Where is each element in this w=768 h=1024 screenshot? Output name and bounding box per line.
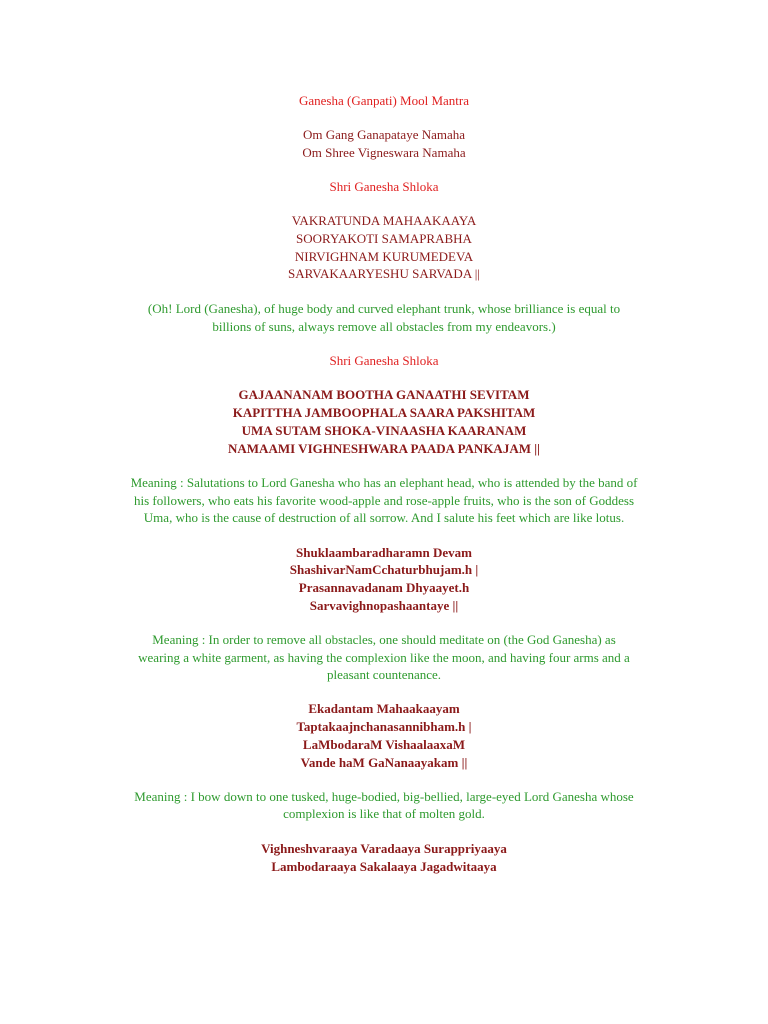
meaning-line: Meaning : I bow down to one tusked, huge-bodied, big-bellied, large-eyed Lord Ganesha whose [134, 789, 634, 804]
shloka-line: KAPITTHA JAMBOOPHALA SAARA PAKSHITAM [232, 405, 536, 420]
shloka-line: Prasannavadanam Dhyaayet.h [298, 580, 470, 595]
meaning-line: Uma, who is the cause of destruction of all sorrow. And I salute his feet which are like lotus. [143, 510, 625, 525]
mool-mantra-title: Ganesha (Ganpati) Mool Mantra [298, 93, 470, 108]
shloka-line: NIRVIGHNAM KURUMEDEVA [294, 249, 474, 264]
shloka-title: Shri Ganesha Shloka [329, 353, 439, 368]
mool-mantra-line: Om Gang Ganapataye Namaha [302, 127, 466, 142]
shloka-line: SARVAKAARYESHU SARVADA || [288, 266, 480, 281]
mool-mantra-line: Om Shree Vigneswara Namaha [302, 145, 466, 160]
shloka-line: SOORYAKOTI SAMAPRABHA [296, 231, 472, 246]
shloka-line: Taptakaajnchanasannibham.h | [296, 719, 472, 734]
shloka-title: Shri Ganesha Shloka [329, 179, 439, 194]
meaning-line: pleasant countenance. [326, 667, 442, 682]
shloka-line: Ekadantam Mahaakaayam [308, 701, 460, 716]
shloka-line: NAMAAMI VIGHNESHWARA PAADA PANKAJAM || [228, 441, 540, 456]
shloka-line: Vande haM GaNanaayakam || [300, 755, 468, 770]
meaning-line: (Oh! Lord (Ganesha), of huge body and curved elephant trunk, whose brilliance is equal to [147, 301, 621, 316]
shloka-line: Lambodaraaya Sakalaaya Jagadwitaaya [271, 859, 497, 874]
shloka-line: LaMbodaraM VishaalaaxaM [302, 737, 466, 752]
meaning-line: his followers, who eats his favorite wood-apple and rose-apple fruits, who is the son of Goddess [133, 493, 635, 508]
meaning-line: complexion is like that of molten gold. [283, 806, 485, 821]
shloka-line: Sarvavighnopashaantaye || [309, 598, 459, 613]
meaning-line: wearing a white garment, as having the complexion like the moon, and having four arms and a [138, 650, 630, 665]
meaning-line: Meaning : In order to remove all obstacles, one should meditate on (the God Ganesha) as [152, 632, 616, 647]
shloka-line: UMA SUTAM SHOKA-VINAASHA KAARANAM [241, 423, 527, 438]
shloka-line: Vighneshvaraaya Varadaaya Surappriyaaya [261, 841, 507, 856]
shloka-line: GAJAANANAM BOOTHA GANAATHI SEVITAM [238, 387, 530, 402]
shloka-line: ShashivarNamCchaturbhujam.h | [289, 562, 479, 577]
shloka-line: VAKRATUNDA MAHAAKAAYA [291, 213, 477, 228]
shloka-line: Shuklaambaradharamn Devam [296, 545, 472, 560]
meaning-line: Meaning : Salutations to Lord Ganesha who has an elephant head, who is attended by the band of [130, 475, 638, 490]
meaning-line: billions of suns, always remove all obstacles from my endeavors.) [212, 319, 556, 334]
